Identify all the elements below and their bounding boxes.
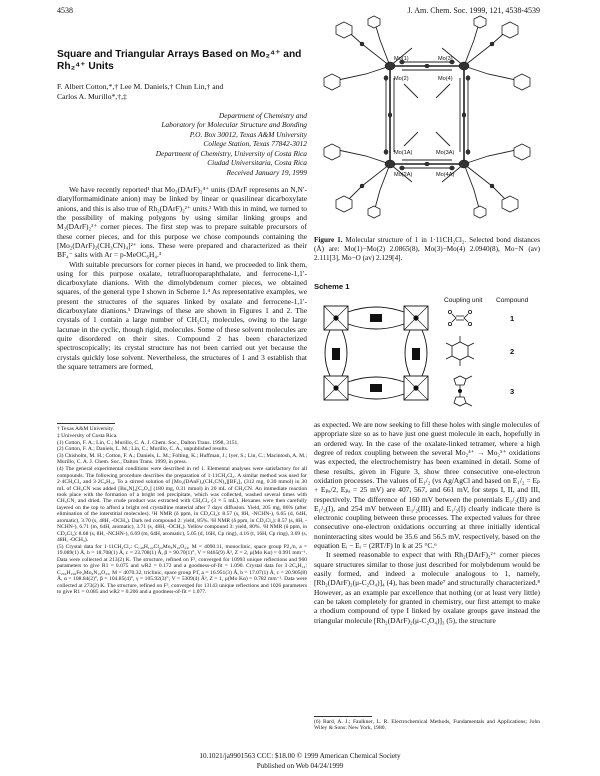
scheme-compound-label: Compound — [496, 297, 529, 304]
atom-label: Mo(2) — [394, 76, 409, 82]
atom-label: Mo(1A) — [394, 150, 413, 156]
article-title: Square and Triangular Arrays Based on Mo₂⁴⁺ and Rh₂⁴⁺ Units — [57, 49, 302, 72]
scheme-coupling-unit-label: Coupling unit — [444, 297, 483, 304]
footnotes — [57, 426, 307, 750]
atom-label: Mo(2A) — [394, 172, 413, 178]
atom-label: Mo(3A) — [436, 150, 455, 156]
received-date: Received January 19, 1999 — [226, 168, 307, 177]
compound-number: 1 — [510, 314, 515, 323]
doi-line: 10.1021/ja9901563 CCC: $18.00 © 1999 American Chemical Society — [199, 752, 401, 760]
footnote: ‡ University of Costa Rica. — [57, 432, 118, 439]
atom-label: Mo(4) — [438, 76, 453, 82]
footnote: (1) Cotton, F. A.; Lin, C.; Murillo, C. A. J. Chem. Soc., Dalton Trans. 1998, 3151. — [57, 439, 239, 446]
page-number: 4538 — [57, 6, 73, 15]
footnote: (2) Cotton, F. A.; Daniels, L. M.; Lin, C.; Murillo, C. A., unpublished results. — [57, 446, 229, 453]
right-column-body — [314, 420, 540, 712]
body-paragraph: as expected. We are now seeking to fill these holes with single molecules of appropriate size so as to have just one guest molecule in each, hopefully in an ordered way. In the case of the oxalate-linked tetramer, where a high degree of redox coupling between the several Mo₂⁴⁺ → Mo₂⁵⁺ oxidations was expected, the electrochemistry has been examined in detail. Some of these results, given in Figure 3, show three consecutive one-electron oxidation processes. The values of E₁/₂ (vs Ag/AgCl and based on E₁/₂ = Eₚ + Eₚₐ/2, Eₚₐ = 25 mV) are 407, 567, and 661 mV, for steps I, II, and III, respectively. The difference of 160 mV between the potentials E₁/₂(II) and E₁/₂(I), and 254 mV between E₁/₂(III) and E₁/₂(I) clearly indicate there is electronic coupling between these processes. The expected values for three consecutive one-electron oxidations occurring at three initially identical noninteracting sites would be 35.6 and 56.5 mV, respectively, based on the equation Eᵢ − Eᵢ = (2RT/F) ln k at 25 °C.⁶ — [314, 420, 540, 551]
figure-1-label: Figure 1. — [314, 236, 343, 244]
right-footnote: (6) Bard, A. J.; Faulkner, L. R. Electrochemical Methods, Fundamentals and Applications; John Wiley & Sons: New York, 1980. — [314, 719, 540, 732]
scheme-1-diagram — [316, 294, 540, 416]
scheme-title: Scheme 1 — [314, 282, 350, 291]
authors-line-1: F. Albert Cotton,*,† Lee M. Daniels,† Chun Lin,† and — [57, 82, 224, 91]
affiliation-line: Department of Chemistry, University of Costa Rica — [155, 148, 307, 158]
figure-1-molecular-structure — [314, 14, 540, 220]
body-paragraph: It seemed reasonable to expect that with Rh₂(DArF)₂²⁺ corner pieces square structures similar to those just described for molybdenum would be easily formed, and indeed a molecule analogous to 1, namely, [Rh₂(DArF)₂(μ-C₂O₄)]₄ (4), has been made⁷ and structurally characterized.⁸ However, as an example par excellence that nothing (or at least very little) can be taken completely for granted in chemistry, our first attempt to make a rhodium compound of type I linked by oxalate groups gave instead the triangular molecule [Rh₂(DArF)₂(μ-C₂O₄)]₃ (5), the structure — [314, 550, 540, 625]
figure-1-caption-text: Molecular structure of 1 in 1·11CH₂Cl₂. Selected bond distances (Å) are: Mo(1)−Mo(2) 2.0865(8), Mo(3)−Mo(4) 2.0940(8), Mo−N (av) 2.111[3], Mo−O (av) 2.129[4]. — [314, 236, 540, 263]
body-paragraph: We have recently reported¹ that Mo₂(DArF)₂⁴⁺ units (DArF represents an N,N′-diarylformamidinate anion) may be linked by linear or quasilinear dicarboxylate anions, and this is also true of Rh₂(DArF)₂²⁺ units.² With this in mind, we turned to the possibility of making polygons by using similar linking groups and M₂(DArF)₂²⁺ corner pieces. The first step was to prepare suitable precursors of these corner pieces, and for this purpose we chose compounds containing the [Mo₂(DArF)₂(CH₃CN)₄]²⁺ ions. These were prepared and characterized as their BF₄⁻ salts with Ar = p-MeOC₆H₄.³ — [57, 185, 307, 260]
footnote-divider — [314, 716, 372, 717]
atom-label: Mo(4A) — [436, 172, 455, 178]
compound-number: 2 — [510, 347, 515, 356]
footnote: (5) Crystal data for 1·11CH₂Cl₂: C₁₄₈H₁₄₂Cl₂₂Mo₈N₁₆O₂₄, M = 4090.11, monoclinic, space group P2₁/n, a = 19.089(1) Å, b = 18.708(1) Å, c = 23.708(1) Å, β = 90.70(1)°, V = 8465(9) Å³, Z = 2, μ(Mo Kα) = 0.991 mm⁻¹. Data were collected at 213(2) K. The structure, refined on F², converged for 10993 unique reflections and 960 parameters to give R1 = 0.075 and wR2 = 0.172 and a goodness-of-fit = 1.090. Crystal data for 3·2C₆H₁₄: C₂₀₄H₁₉₆Fe₄Mo₈N₁₆O₃₂, M = 4070.32, triclinic, space group P1̄, a = 16.951(3) Å, b = 17.07(1) Å, c = 20.905(8) Å, α = 108.84(2)°, β = 104.85(4)°, γ = 105.92(3)°, V = 5309(4) Å³, Z = 1, μ(Mo Kα) = 0.782 mm⁻¹. Data were collected at 273(2) K. The structure, refined on F², converged for 13143 unique reflections and 1026 parameters to give R1 = 0.085 and wR2 = 0.206 and a goodness-of-fit = 1.077. — [57, 543, 307, 596]
affiliation-line: College Station, Texas 77842-3012 — [203, 139, 307, 149]
affiliations — [57, 111, 307, 167]
journal-header: J. Am. Chem. Soc. 1999, 121, 4538-4539 — [407, 6, 540, 15]
affiliation-line: P.O. Box 30012, Texas A&M University — [189, 129, 307, 139]
footnote-divider — [57, 423, 115, 424]
atom-label: Mo(3) — [438, 56, 453, 62]
figure-1-caption — [314, 236, 540, 263]
footnote: † Texas A&M University. — [57, 426, 115, 432]
footnote: (4) The general experimental conditions were described in ref 1. Elemental analyses were satisfactory for all compounds. The following procedure describes the preparation of 1·11CH₂Cl₂. A similar method was used for 2·4CH₂Cl₂ and 3·2C₆H₁₄. To a stirred solution of [Mo₂(DAnF)₂(CH₃CN)₄][BF₄]₂ (312 mg, 0.30 mmol) in 30 mL of CH₃CN was added [Bu₄N]₂[C₂O₄] (180 mg, 0.31 mmol) in 20 mL of CH₃CN. An immediate reaction took place with the formation of a bright red precipitate, which was collected, washed several times with CH₃CN, and dried. The crude product was extracted with CH₂Cl₂ (3 × 5 mL). Hexanes were then carefully layered on the top to afford a bright red crystalline material after 7 days diffusion. Yield, 205 mg, 86% (after elimination of the interstitial molecules). ¹H NMR (δ ppm, in CD₂Cl₂): 8.57 (s, 8H, -NCHN-), 6.65 (d, 64H, aromatic), 3.70 (s, 48H, -OCH₃). Dark red compound 2: yield, 85%. ¹H NMR (δ ppm, in CD₂Cl₂): 8.57 (s, 8H, -NCHN-), 6.71 (m, 64H, aromatic), 3.71 (s, 48H, -OCH₃). Yellow compound 3: yield, 80%. ¹H NMR (δ ppm, in CD₂Cl₂): 8.68 (s, 8H, -NCHN-), 6.69 (m, 64H, aromatic), 5.05 (d, 16H, Cp ring), 4.16 (t, 16H, Cp ring), 3.69 (s, 48H, -OCH₃). — [57, 466, 307, 544]
atom-label: Mo(1) — [394, 56, 409, 62]
affiliation-line: Ciudad Universitaria, Costa Rica — [207, 158, 307, 168]
authors-line-2: Carlos A. Murillo*,†,‡ — [57, 91, 127, 101]
footnote: (3) Chisholm, M. H.; Cotton, F. A.; Daniels, L. M.; Folting, K.; Huffman, J.; Iyer, S.; Lin, C.; Macintosh, A. M.; Murillo, C. A. J. Chem. Soc., Dalton Trans. 1999, in press. — [57, 453, 307, 466]
body-paragraph: With suitable precursors for corner pieces in hand, we proceeded to link them, using for this purpose oxalate, tetrafluoroparaphthalate, and ferrocene-1,1′-dicarboxylate dianions. With the dimolybdenum corner pieces, we obtained squares, of the general type I shown in Scheme 1.⁴ As representative examples, we present the structures of the squares linked by oxalate and ferrocene-1,1′-dicarboxylate dianions.⁵ Drawings of these are shown in Figures 1 and 2. The crystals of 1 contain a large number of CH₂Cl₂ molecules, owing to the large lacunae in the cyclic, though rigid, molecules. Some of these solvent molecules are quite disordered on their sites. Compound 2 has been characterized spectroscopically; its crystal structure has not been carried out yet because the crystals quickly lose solvent. Nevertheless, the structures of 1 and 3 establish that the square tetramers are formed, — [57, 259, 307, 371]
authors — [57, 82, 307, 101]
affiliation-line: Department of Chemistry and — [218, 111, 307, 120]
left-column-body — [57, 185, 307, 417]
affiliation-line: Laboratory for Molecular Structure and Bonding — [161, 120, 307, 130]
published-line: Published on Web 04/24/1999 — [256, 762, 344, 770]
compound-number: 3 — [510, 387, 515, 396]
